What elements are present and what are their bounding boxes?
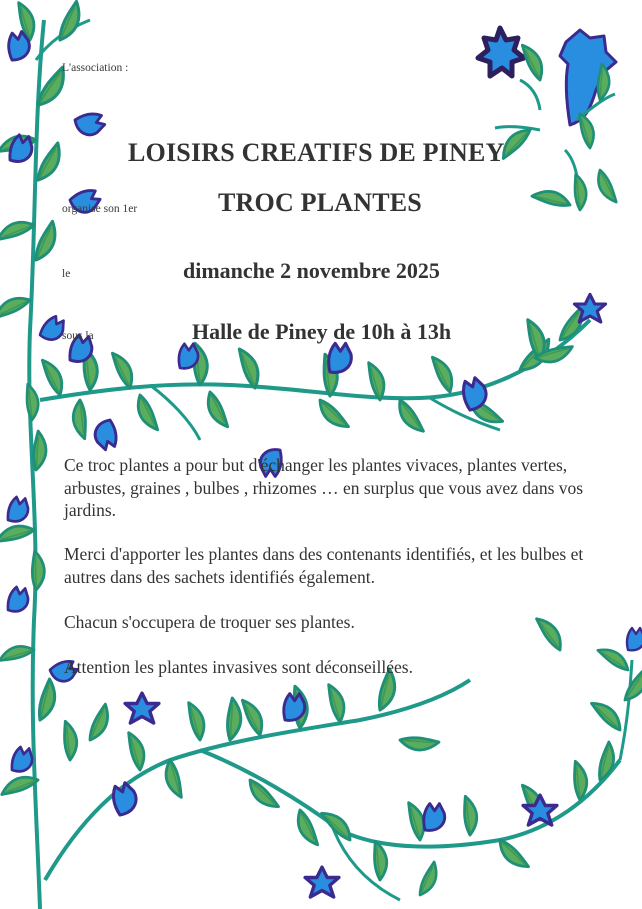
paragraph-purpose: Ce troc plantes a pour but d'échanger les plantes vivaces, plantes vertes, arbustes, graines , bulbes , rhizomes … en surplus que vous avez dans vos jardins.	[64, 455, 584, 520]
event-title: TROC PLANTES	[218, 188, 422, 217]
paragraph-warning: Attention les plantes invasives sont déconseillées.	[64, 657, 413, 677]
organization-title: LOISIRS CREATIFS DE PINEY	[128, 138, 505, 167]
association-label: L'association :	[62, 62, 129, 74]
star-flower-icon	[574, 294, 605, 322]
event-date: dimanche 2 novembre 2025	[183, 258, 440, 283]
venue-prefix-label: sous la	[62, 330, 94, 342]
paragraph-containers: Merci d'apporter les plantes dans des contenants identifiés, et les bulbes et autres dans des sachets identifiés également.	[64, 544, 584, 587]
event-venue-time: Halle de Piney de 10h à 13h	[192, 319, 452, 344]
star-flower-icon	[478, 28, 616, 125]
date-prefix-label: le	[62, 268, 71, 280]
paragraph-trade: Chacun s'occupera de troquer ses plantes.	[64, 612, 355, 632]
organise-label: organise son 1er	[62, 203, 138, 215]
leaf-icon	[499, 45, 621, 220]
